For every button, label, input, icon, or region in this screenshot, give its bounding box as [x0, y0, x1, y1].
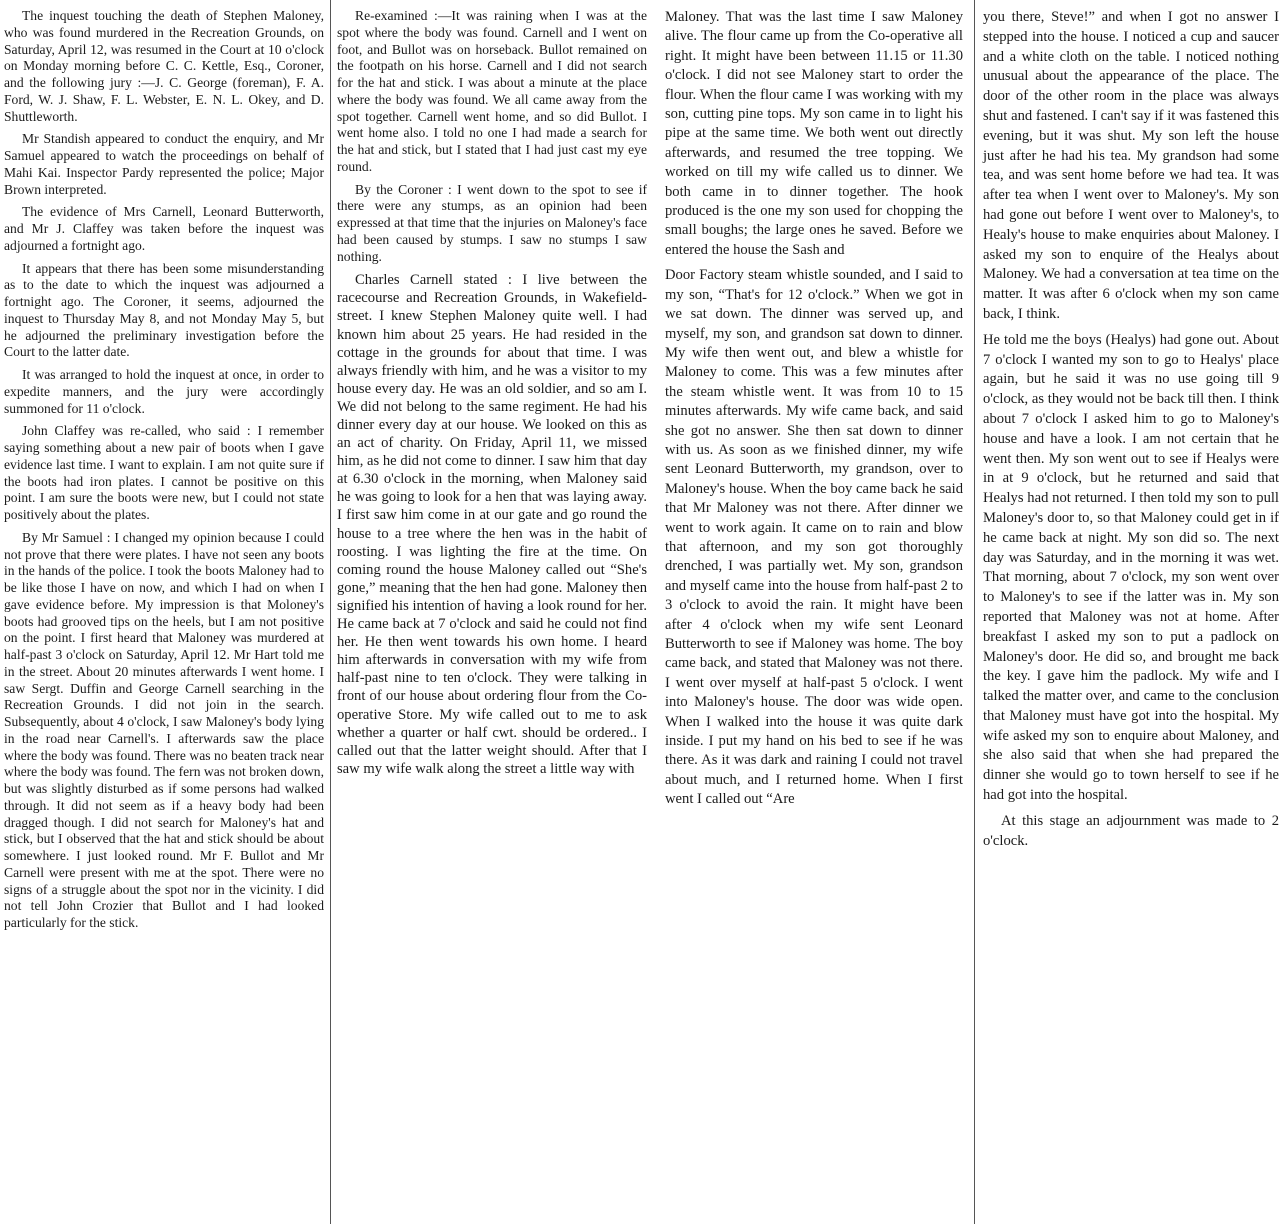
column-divider [330, 0, 331, 1224]
column-3 [665, 8, 963, 816]
paragraph: Re-examined :—It was raining when I was at the spot where the body was found. Carnell and I went on foot, and Bullot was on horseback. Bullot remained on the footpath on his horse. Carnell and I did not search for the hat and stick. I was about a minute at the place where the body was found. We all came away from the spot together. Carnell went home, and so did Bullot. I went home also. I told no one I had made a search for the hat and stick, but I stated that I had just cast my eye round. [337, 8, 647, 174]
column-4 [983, 8, 1279, 857]
paragraph: Mr Standish appeared to conduct the enquiry, and Mr Samuel appeared to watch the proceedings on behalf of Mahi Kai. Inspector Pardy represented the police; Major Brown interpreted. [4, 131, 324, 197]
column-gap [655, 0, 661, 1224]
paragraph: you there, Steve!” and when I got no answer I stepped into the house. I noticed a cup and saucer and a white cloth on the table. I noticed nothing unusual about the appearance of the place. The door of the other room in the place was always shut and fastened. I can't say if it was fastened this evening, but it was shut. My son left the house just after he had his tea. My grandson had some tea, and was sent home before we had tea. It was after tea when I went over to Maloney's. My son had gone out before I went over to Maloney's, to Healy's house to make enquiries about Maloney. I asked my son to enquire of the Healys about Maloney. We had a conversation at tea time on the matter. It was after 6 o'clock when my son came back, I think. [983, 9, 1279, 322]
column-divider [974, 0, 975, 1224]
paragraph: By Mr Samuel : I changed my opinion because I could not prove that there were plates. I have not seen any boots in the hands of the police. I took the boots Maloney had to be like those I have on now, and which I had on when I gave evidence before. My impression is that Moloney's boots had grooved tips on the heels, but I am not positive on the point. I first heard that Maloney was murdered at half-past 3 o'clock on Saturday, April 12. Mr Hart told me in the street. About 20 minutes afterwards I went home. I saw Sergt. Duffin and George Carnell searching in the Recreation Grounds. I did not join in the search. Subsequently, about 4 o'clock, I saw Maloney's body lying in the road near Carnell's. I afterwards saw the place where the body was found. There was no beaten track near where the body was found. The fern was not broken down, but was slightly disturbed as if some persons had walked through. It did not seem as if a heavy body had been dragged though. I did not search for Maloney's hat and stick, but I observed that the hat and stick should be about somewhere. I just looked round. Mr F. Bullot and Mr Carnell were present with me at the spot. There were no signs of a struggle about the spot nor in the vicinity. I did not tell John Crozier that Bullot and I had looked particularly for the stick. [4, 529, 324, 930]
paragraph: The evidence of Mrs Carnell, Leonard Butterworth, and Mr J. Claffey was taken before the inquest was adjourned a fortnight ago. [4, 204, 324, 253]
paragraph: Door Factory steam whistle sounded, and I said to my son, “That's for 12 o'clock.” When we got in we sat down. The dinner was served up, and myself, my son, and grandson sat down to dinner. My wife then went out, and blew a whistle for Maloney to come. This was a few minutes after the steam whistle went. It was from 10 to 15 minutes afterwards. My wife came back, and said she got no answer. She then sat down to dinner with us. As soon as we finished dinner, my wife sent Leonard Butterworth, my grandson, over to Maloney's house. When the boy came back he said that Mr Maloney was not there. After dinner we went to work again. It came on to rain and blow that afternoon, and my son got thoroughly drenched, I was partially wet. My son, grandson and myself came into the house from half-past 2 to 3 o'clock to avoid the rain. It might have been after 4 o'clock when my wife sent Leonard Butterworth to see if Maloney was home. The boy came back, and stated that Maloney was not there. I went over myself at half-past 5 o'clock. I went into Maloney's house. The door was wide open. When I walked into the house it was quite dark inside. I put my hand on his bed to see if he was there. As it was dark and raining I could not travel about much, and I returned home. When I first went I called out “Are [665, 267, 963, 808]
paragraph: He told me the boys (Healys) had gone out. About 7 o'clock I wanted my son to go to Healys' place again, but he said it was no use going till 9 o'clock, as they would not be back till then. I think about 7 o'clock I asked him to go to Maloney's house and have a look. I am not certain that he went then. My son went out to see if Healys were in at 9 o'clock, but he returned and said that Healys had not returned. I then told my son to pull Maloney's door to, so that Maloney could get in if he came back at night. My son did so. The next day was Saturday, and in the morning it was wet. That morning, about 7 o'clock, my son went over to Maloney's to see if the latter was in. My son reported that Maloney was not at home. After breakfast I asked my son to put a padlock on Maloney's door. He did so, and brought me back the key. I gave him the padlock. My wife and I talked the matter over, and came to the conclusion that Maloney must have got into the hospital. My wife asked my son to enquire about Maloney, and she also said that when she had prepared the dinner she would go to town herself to see if he had got into the hospital. [983, 331, 1279, 804]
paragraph: It was arranged to hold the inquest at once, in order to expedite manners, and the jury were accordingly summoned for 11 o'clock. [4, 367, 324, 416]
paragraph: By the Coroner : I went down to the spot to see if there were any stumps, as an opinion had been expressed at that time that the injuries on Maloney's face had been caused by stumps. I saw no stumps I saw nothing. [337, 181, 647, 264]
column-1 [4, 8, 324, 938]
column-2 [337, 8, 647, 784]
paragraph: The inquest touching the death of Stephen Maloney, who was found murdered in the Recreation Grounds, on Saturday, April 12, was resumed in the Court at 10 o'clock on Monday morning before C. C. Kettle, Esq., Coroner, and the following jury :—J. C. George (foreman), F. A. Ford, W. J. Shaw, F. L. Webster, E. N. L. Okey, and D. Shuttleworth. [4, 8, 324, 124]
paragraph: At this stage an adjournment was made to 2 o'clock. [983, 812, 1279, 849]
paragraph: John Claffey was re-called, who said : I remember saying something about a new pair of boots when I gave evidence last time. I want to explain. I am not quite sure if the boots had iron plates. I cannot be positive on this point. I am sure the boots were new, but I could not state positively about the plates. [4, 423, 324, 522]
paragraph: It appears that there has been some misunderstanding as to the date to which the inquest was adjourned a fortnight ago. The Coroner, it seems, adjourned the inquest to Thursday May 8, and not Monday May 5, but he adjourned the preliminary investigation before the Court to the latter date. [4, 260, 324, 360]
paragraph: Charles Carnell stated : I live between the racecourse and Recreation Grounds, in Wakefield-street. I knew Stephen Maloney quite well. I had known him about 25 years. He had resided in the cottage in the grounds for about that time. I was always friendly with him, and he was a visitor to my house every day. He was an old soldier, and so am I. We did not belong to the same regiment. He had his dinner every day at our house. We looked on this as an act of charity. On Friday, April 11, we missed him, as he did not come to dinner. I saw him that day at 6.30 o'clock in the morning, when Maloney said he was going to look for a hen that was laying away. I first saw him come in at our gate and go round the house to a tree where the hen was in the habit of roosting. I was lighting the fire at the time. On coming round the house Maloney called out “She's gone,” meaning that the hen had gone. Maloney then signified his intention of having a look round for her. He came back at 7 o'clock and said he could not find her. He then went towards his own home. I heard him afterwards in conversation with my wife from half-past nine to ten o'clock. They were talking in front of our house about ordering flour from the Co-operative Store. My wife called out to me to ask whether a quarter or half cwt. should be ordered.. I called out that the latter weight should. After that I saw my wife walk along the street a little way with [337, 272, 647, 777]
paragraph: Maloney. That was the last time I saw Maloney alive. The flour came up from the Co-operative all right. It might have been between 11.15 or 11.30 o'clock. I did not see Maloney start to order the flour. When the flour came I was working with my son, cutting pine tops. My son came in to light his pipe at the same time. We both went out directly afterwards, and resumed the tree topping. We worked on till my wife called us to dinner. We both came in to dinner together. The hook produced is the one my son used for chopping the small boughs; the large ones he saved. Before we entered the house the Sash and [665, 9, 963, 258]
